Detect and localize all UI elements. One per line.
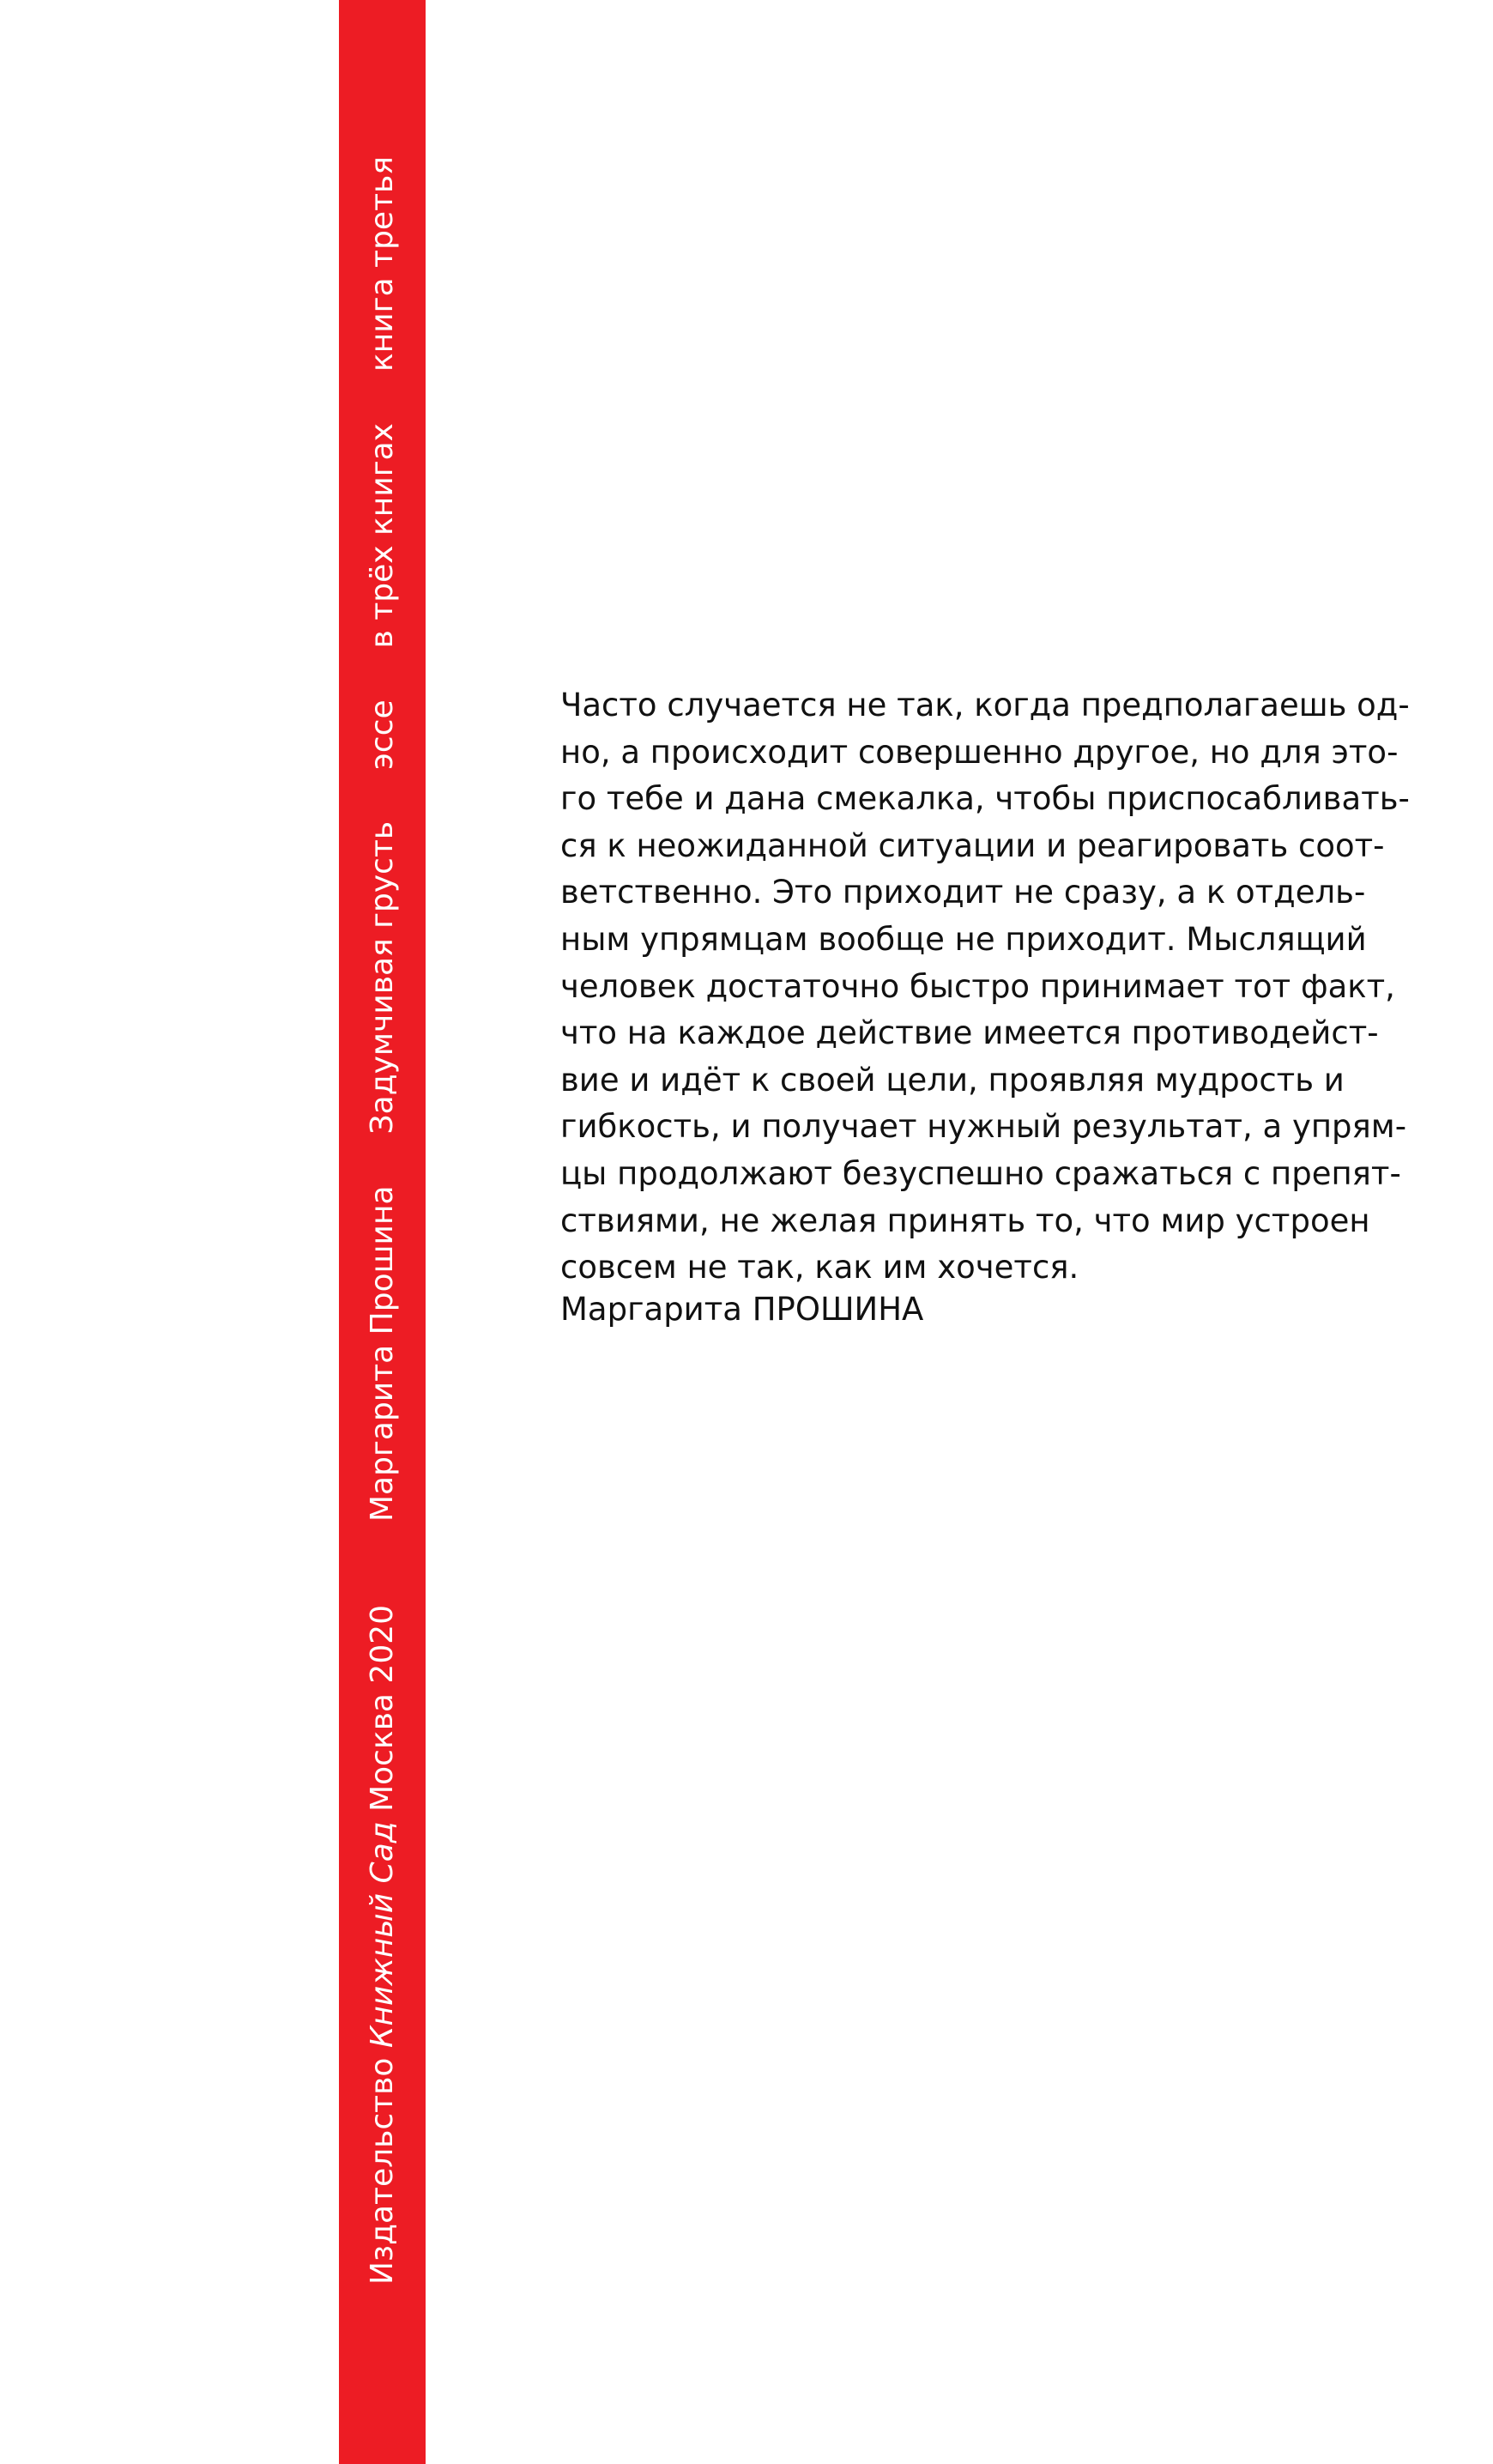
excerpt-author-signature: Маргарита ПРОШИНА — [560, 1291, 924, 1328]
back-cover-excerpt: Часто случается не так, когда предполагаешь од- но, а происходит совершенно другое, но для это- го тебе и дана смекалка, чтобы приспосабливать- ся к неожиданной ситуации и реагировать соот- ветственно. Это приходит не сразу, а к отдель- ным упрямцам вообще не приходит. Мыслящий человек достаточно быстро принимает тот факт, что на каждое действие имеется противодейст- вие и идёт к своей цели, проявляя мудрость и гибкость, и получает нужный результат, а упрям- цы продолжают безуспешно сражаться с препят- ствиями, не желая принять то, что мир устроен совсем не так, как им хочется. — [560, 687, 1410, 1286]
book-spine — [339, 0, 426, 2464]
spine-title-line — [364, 156, 400, 1522]
spine-text-band — [339, 0, 426, 2464]
spine-publisher-city-year: Москва 2020 — [364, 1604, 400, 1812]
spine-author: Маргарита Прошина — [364, 1185, 400, 1522]
spine-publisher — [364, 1604, 400, 2285]
spine-publisher-prefix: Издательство — [364, 2057, 400, 2285]
spine-volume: книга третья — [364, 156, 400, 372]
spine-genre: эссе — [364, 699, 400, 770]
spine-series: в трёх книгах — [364, 423, 400, 649]
spine-title: Задумчивая грусть — [364, 820, 400, 1135]
spine-publisher-name: Книжный Сад — [364, 1821, 400, 2049]
